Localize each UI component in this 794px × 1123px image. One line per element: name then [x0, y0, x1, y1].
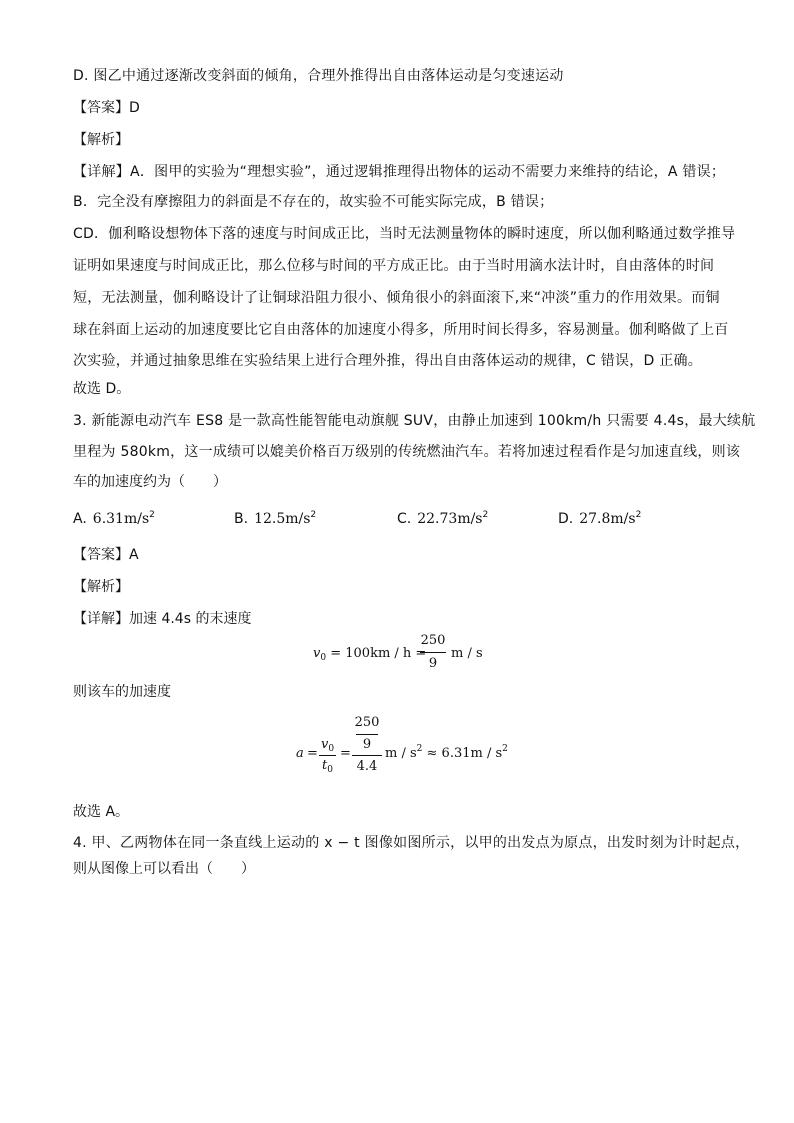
- option-exponent: 2: [482, 510, 489, 520]
- q3-option-b: [234, 509, 316, 529]
- q2-detail-cd-line1: CD．伽利略设想物体下落的速度与时间成正比，当时无法测量物体的瞬时速度，所以伽利略通过数学推导: [73, 226, 736, 242]
- q2-analysis-heading: 【解析】: [73, 132, 129, 148]
- eq2-equals: =: [307, 746, 318, 761]
- q3-stem-line1: 3. 新能源电动汽车 ES8 是一款高性能智能电动旗舰 SUV，由静止加速到 100km/h 只需要 4.4s，最大续航: [73, 413, 756, 429]
- eq2-unit: m / s: [385, 746, 417, 761]
- q2-answer: 【答案】D: [73, 100, 140, 116]
- option-exponent: 2: [635, 510, 642, 520]
- option-value: 6.31m/s: [92, 511, 150, 527]
- eq2-inner-denominator: 9: [362, 737, 372, 752]
- eq2-fraction-v-over-t: [319, 737, 336, 775]
- q2-detail-cd-line2: 证明如果速度与时间成正比，那么位移与时间的平方成正比。由于当时用滴水法计时，自由落体的时间: [73, 258, 715, 274]
- q3-stem-line3: 车的加速度约为（ ）: [73, 474, 227, 490]
- eq2-unit-exp: 2: [416, 744, 423, 754]
- eq1-denominator: 9: [428, 656, 438, 671]
- eq1-fraction: [420, 633, 446, 673]
- q2-conclusion: 故选 D。: [73, 381, 131, 397]
- eq2-equals-second: =: [340, 746, 351, 761]
- eq1-middle: = 100km / h =: [330, 646, 427, 661]
- eq2-approx: ≈ 6.31m / s: [426, 746, 503, 761]
- q3-analysis-heading: 【解析】: [73, 579, 129, 595]
- q3-then: 则该车的加速度: [73, 684, 171, 700]
- eq2-tail: [385, 746, 508, 761]
- option-exponent: 2: [149, 510, 155, 520]
- fraction-bar: [420, 652, 446, 653]
- q4-stem-line1: 4. 甲、乙两物体在同一条直线上运动的 x − t 图像如图所示，以甲的出发点为原点，出发时刻为计时起点，: [73, 835, 750, 851]
- q2-detail-cd-line3: 短，无法测量，伽利略设计了让铜球沿阻力很小、倾角很小的斜面滚下,来“冲淡”重力的作用效果。而铜: [73, 290, 720, 306]
- option-letter: A.: [73, 511, 87, 527]
- inner-fraction-bar: [356, 734, 378, 735]
- q2-detail-b: B．完全没有摩擦阻力的斜面是不存在的，故实验不可能实际完成，B 错误；: [73, 194, 554, 210]
- eq1-subscript: 0: [320, 653, 327, 663]
- q2-option-d: D. 图乙中通过逐渐改变斜面的倾角，合理外推得出自由落体运动是匀变速运动: [73, 68, 564, 84]
- eq1-variable: v: [313, 646, 321, 661]
- eq2-outer-denominator: 4.4: [356, 759, 378, 774]
- eq2-den-sub: 0: [327, 765, 333, 775]
- eq2-approx-exp: 2: [502, 744, 508, 754]
- eq1-unit: m / s: [451, 646, 483, 661]
- q2-detail-a: 【详解】A．图甲的实验为“理想实验”，通过逻辑推理得出物体的运动不需要力来维持的结论，A 错误；: [73, 164, 726, 180]
- option-letter: D.: [558, 511, 574, 527]
- eq2-num-var: v: [320, 737, 329, 752]
- eq2-den-var: t: [322, 758, 328, 773]
- eq2-variable: a: [296, 746, 304, 761]
- eq2-compound-fraction: [352, 715, 382, 777]
- q3-option-a: [73, 509, 155, 529]
- q2-detail-cd-line4: 球在斜面上运动的加速度要比它自由落体的加速度小得多，所用时间长得多，容易测量。伽利略做了上百: [73, 322, 729, 338]
- fraction-bar: [319, 755, 336, 756]
- eq2-num-sub: 0: [328, 744, 335, 754]
- q3-answer: 【答案】A: [73, 547, 139, 563]
- option-value: 12.5m/s: [254, 511, 311, 527]
- option-letter: C.: [397, 511, 412, 527]
- q3-detail: 【详解】加速 4.4s 的末速度: [73, 611, 252, 627]
- q2-detail-cd-line5: 次实验，并通过抽象思维在实验结果上进行合理外推，得出自由落体运动的规律，C 错误，D 正确。: [73, 353, 702, 369]
- q3-option-d: [558, 509, 641, 529]
- option-value: 27.8m/s: [579, 511, 636, 527]
- q3-option-c: [397, 509, 488, 529]
- option-value: 22.73m/s: [417, 511, 483, 527]
- eq1-numerator: 250: [420, 633, 446, 648]
- option-letter: B.: [234, 511, 249, 527]
- q3-conclusion: 故选 A。: [73, 804, 130, 820]
- option-exponent: 2: [310, 510, 317, 520]
- q3-stem-line2: 里程为 580km，这一成绩可以媲美价格百万级别的传统燃油汽车。若将加速过程看作是匀加速直线，则该: [73, 444, 741, 460]
- q4-stem-line2: 则从图像上可以看出（ ）: [73, 861, 255, 877]
- eq2-inner-numerator: 250: [354, 715, 380, 730]
- main-fraction-bar: [352, 755, 382, 756]
